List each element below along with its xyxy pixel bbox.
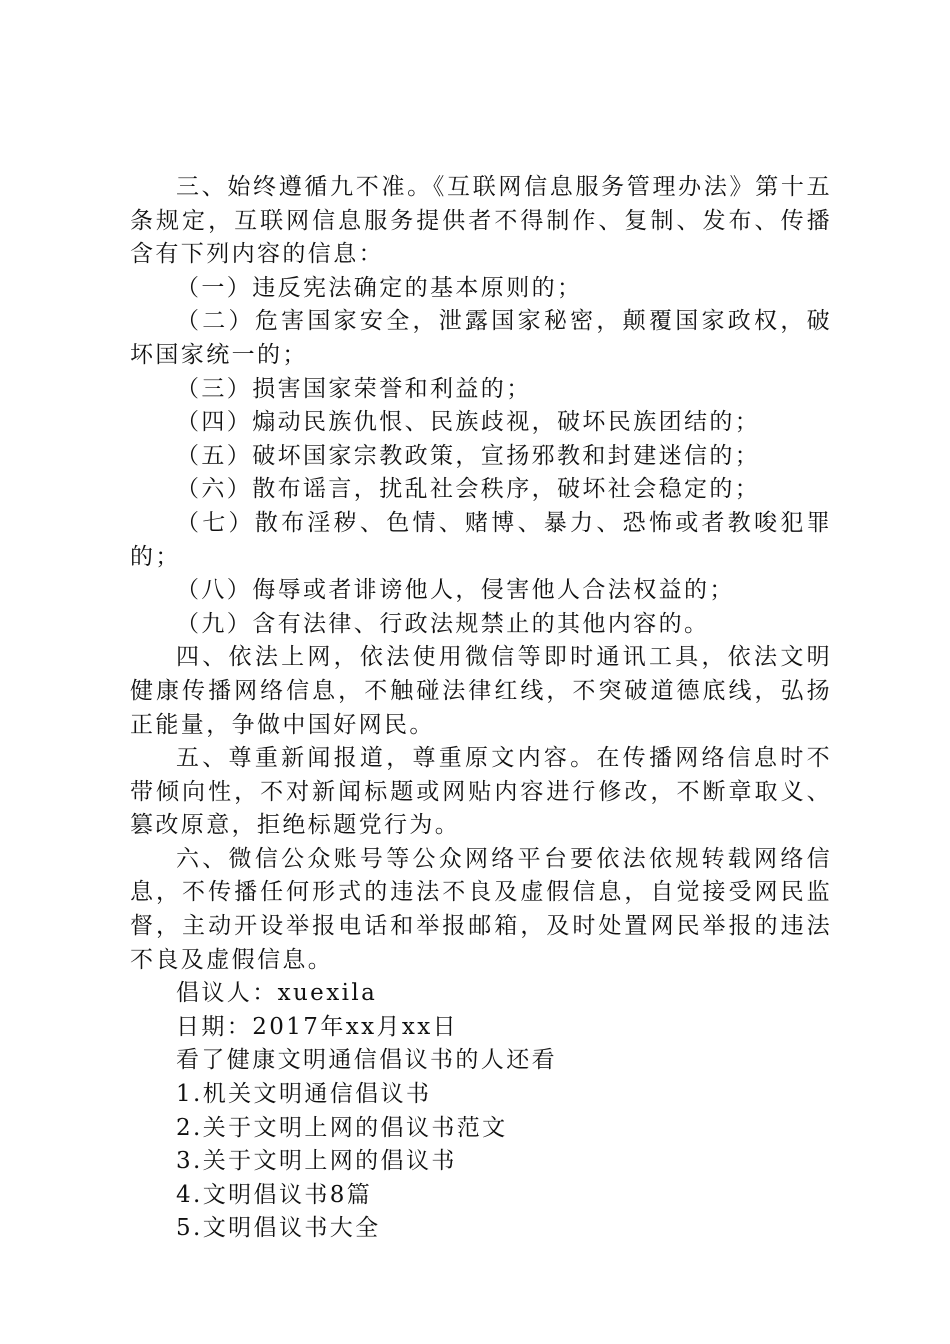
- initiator-line: 倡议人：xuexila: [176, 980, 378, 1007]
- list-item-two: （二）危害国家安全，泄露国家秘密，颠覆国家政权，破坏国家统一的；: [130, 308, 832, 368]
- list-item-five: （五）破坏国家宗教政策，宣扬邪教和封建迷信的；: [176, 442, 761, 469]
- list-item-seven: （七）散布淫秽、色情、赌博、暴力、恐怖或者教唆犯罪的；: [130, 509, 832, 570]
- document-body: [130, 171, 832, 1246]
- related-link-5[interactable]: 5.文明倡议书大全: [176, 1215, 381, 1242]
- list-item-nine: （九）含有法律、行政法规禁止的其他内容的。: [176, 610, 710, 637]
- list-item-one: （一）违反宪法确定的基本原则的；: [176, 274, 583, 301]
- list-item-six: （六）散布谣言，扰乱社会秩序，破坏社会稳定的；: [176, 476, 761, 503]
- list-item-eight: （八）侮辱或者诽谤他人，侵害他人合法权益的；: [176, 577, 735, 604]
- related-link-2[interactable]: 2.关于文明上网的倡议书范文: [176, 1114, 508, 1141]
- list-item-four: （四）煽动民族仇恨、民族歧视，破坏民族团结的；: [176, 409, 761, 436]
- paragraph-principle-five: 五、尊重新闻报道，尊重原文内容。在传播网络信息时不带倾向性，不对新闻标题或网贴内容进行修改，不断章取义、篡改原意，拒绝标题党行为。: [130, 745, 832, 839]
- date-line: 日期：2017年xx月xx日: [176, 1013, 459, 1040]
- related-link-1[interactable]: 1.机关文明通信倡议书: [176, 1081, 432, 1108]
- paragraph-principle-six: 六、微信公众账号等公众网络平台要依法依规转载网络信息，不传播任何形式的违法不良及虚假信息，自觉接受网民监督，主动开设举报电话和举报邮箱，及时处置网民举报的违法不良及虚假信息。: [130, 845, 832, 973]
- paragraph-principle-three: 三、始终遵循九不准。《互联网信息服务管理办法》第十五条规定，互联网信息服务提供者不得制作、复制、发布、传播含有下列内容的信息：: [130, 174, 832, 268]
- related-link-3[interactable]: 3.关于文明上网的倡议书: [176, 1148, 457, 1175]
- related-heading: 看了健康文明通信倡议书的人还看: [176, 1047, 557, 1074]
- paragraph-principle-four: 四、依法上网，依法使用微信等即时通讯工具，依法文明健康传播网络信息，不触碰法律红线，不突破道德底线，弘扬正能量，争做中国好网民。: [130, 644, 832, 738]
- related-link-4[interactable]: 4.文明倡议书8篇: [176, 1181, 373, 1208]
- list-item-three: （三）损害国家荣誉和利益的；: [176, 375, 532, 402]
